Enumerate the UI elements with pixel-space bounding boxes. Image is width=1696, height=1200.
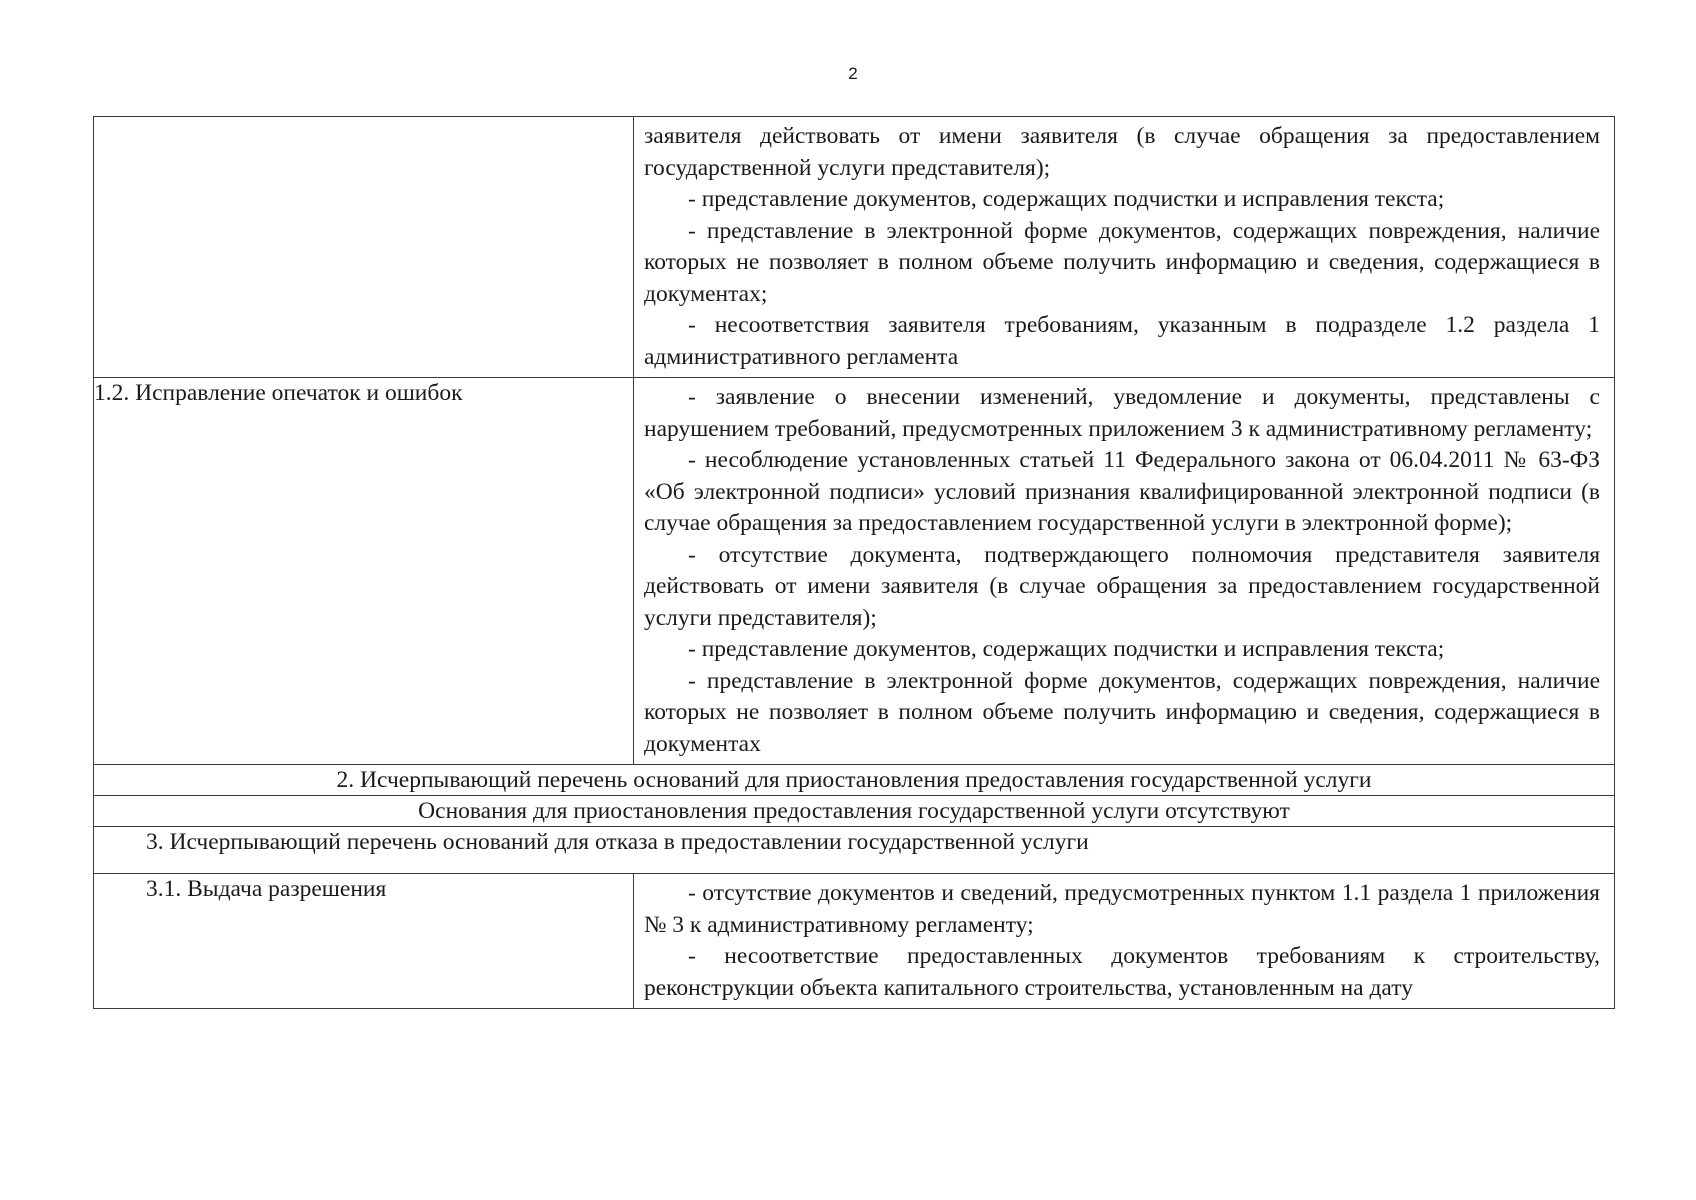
section-2-note-row xyxy=(94,796,1615,827)
grounds-paragraph: - несоответствия заявителя требованиям, указанным в подразделе 1.2 раздела 1 административного регламента xyxy=(644,312,1600,370)
section-heading: 3. Исчерпывающий перечень оснований для отказа в предоставлении государственной услуги xyxy=(94,827,1615,874)
grounds-paragraph: - несоответствие предоставленных документов требованиям к строительству, реконструкции объекта капитального строительства, установленным на дату xyxy=(644,943,1600,1001)
grounds-paragraph: - заявление о внесении изменений, уведомление и документы, представлены с нарушением требований, предусмотренных приложением 3 к административному регламенту; xyxy=(644,384,1600,442)
section-heading: 2. Исчерпывающий перечень оснований для приостановления предоставления государственной услуги xyxy=(94,765,1615,796)
grounds-paragraph: заявителя действовать от имени заявителя (в случае обращения за предоставлением государственной услуги представителя); xyxy=(644,123,1600,181)
table-row-continuation xyxy=(94,117,1615,378)
row-label-empty xyxy=(94,117,634,378)
section-2-heading-row xyxy=(94,765,1615,796)
grounds-cell xyxy=(634,874,1615,1009)
grounds-paragraph: - представление документов, содержащих подчистки и исправления текста; xyxy=(688,636,1445,662)
grounds-cell xyxy=(634,117,1615,378)
table-row-3-1 xyxy=(94,874,1615,1009)
row-label: 1.2. Исправление опечаток и ошибок xyxy=(94,378,634,765)
row-label: 3.1. Выдача разрешения xyxy=(94,874,634,1009)
grounds-cell xyxy=(634,378,1615,765)
table-row-1-2 xyxy=(94,378,1615,765)
grounds-paragraph: - несоблюдение установленных статьей 11 Федерального закона от 06.04.2011 № 63-ФЗ «Об электронной подписи» условий признания квалифицированной электронной подписи (в случае обращения за предоставлением государственной услуги в электронной форме); xyxy=(644,447,1600,536)
page-number: 2 xyxy=(848,64,858,83)
grounds-paragraph: - отсутствие документов и сведений, предусмотренных пунктом 1.1 раздела 1 приложения № 3 к административному регламенту; xyxy=(644,880,1600,938)
grounds-paragraph: - представление в электронной форме документов, содержащих повреждения, наличие которых не позволяет в полном объеме получить информацию и сведения, содержащиеся в документах xyxy=(644,667,1600,757)
grounds-paragraph: - представление документов, содержащих подчистки и исправления текста; xyxy=(688,186,1445,212)
section-3-heading-row xyxy=(94,827,1615,874)
grounds-paragraph: - представление в электронной форме документов, содержащих повреждения, наличие которых не позволяет в полном объеме получить информацию и сведения, содержащиеся в документах; xyxy=(644,217,1600,307)
grounds-table xyxy=(93,116,1615,1009)
grounds-paragraph: - отсутствие документа, подтверждающего полномочия представителя заявителя действовать от имени заявителя (в случае обращения за предоставлением государственной услуги представителя); xyxy=(644,541,1600,631)
section-note: Основания для приостановления предоставления государственной услуги отсутствуют xyxy=(94,796,1615,827)
